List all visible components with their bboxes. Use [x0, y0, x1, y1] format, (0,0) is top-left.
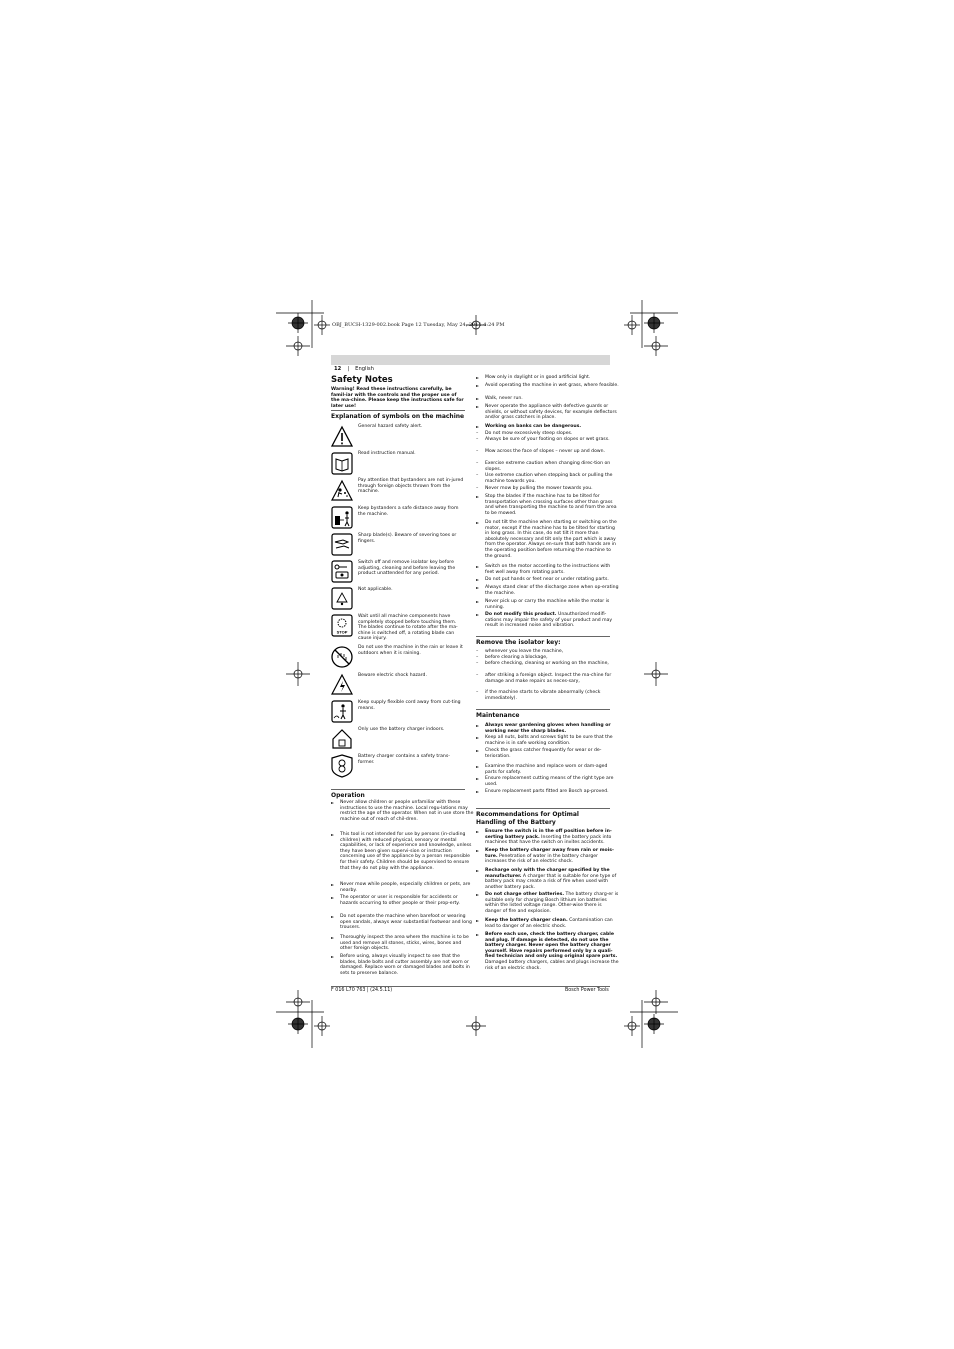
list-item-text: This tool is not intended for use by persons (in-cluding children) with reduced physical, sensory or mental capabilities, or lack of experience and knowledge, unless they have been given supervi-sion or instruction concerning use of the appliance by a person responsible for their safety. Children should be supervised to ensure that they do not play with the appliance. — [340, 832, 472, 871]
bullet-marker: ► — [476, 848, 480, 853]
bullet-marker: ► — [476, 932, 480, 937]
bullet-marker: ► — [476, 494, 480, 499]
list-item-text: Do not tilt the machine when starting or switching on the motor, except if the machine has to be tilted for starting in long grass. In this case, do not tilt it more than absolutely necessary and tilt only the part which is away from the operator. Always en-sure that both hands are in the operating position before returning the machine to the ground. — [485, 520, 617, 559]
bullet-marker: ► — [476, 396, 480, 401]
list-item — [476, 461, 619, 472]
bullet-marker: ► — [476, 404, 480, 409]
safety-transformer-icon — [331, 754, 353, 778]
list-item-text: Examine the machine and replace worn or dam-aged parts for safety. — [485, 764, 608, 775]
list-item — [476, 918, 619, 929]
symbol-description: Keep bystanders a safe distance away from the machine. — [358, 506, 459, 517]
list-item-text: Never pick up or carry the machine while the motor is running. — [485, 599, 610, 610]
list-item — [476, 735, 619, 746]
indoor-charger-icon — [331, 727, 353, 751]
bullet-marker: ► — [476, 918, 480, 923]
bullet-marker: ► — [476, 892, 480, 897]
symbol-description: Pay attention that bystanders are not in-jured through foreign objects thrown from the machine. — [358, 478, 464, 495]
symbol-description: Switch off and remove isolator key before adjusting, cleaning and before leaving the product unattended for any period. — [358, 560, 456, 577]
list-item — [476, 383, 619, 389]
list-item-text: Contamination can lead to danger of an electric shock. — [485, 918, 613, 929]
list-item-bold: Do not charge other batteries. — [485, 892, 565, 897]
list-item-text: Damaged battery chargers, cables and plugs increase the risk of an electric shock. — [485, 959, 619, 971]
symbol-description: Not applicable. — [358, 587, 393, 592]
bullet-marker: – — [476, 486, 479, 491]
list-item — [476, 577, 619, 583]
page-language: English — [355, 366, 374, 372]
bullet-marker: ► — [476, 829, 480, 834]
wait-stop-icon — [331, 614, 353, 638]
list-item-text: Never allow children or people unfamiliar with these instructions to use the machine. Local regu-lations may restrict the age of the operator. When not in use store the machine out of reach of chil-dren. — [340, 800, 474, 822]
list-item — [476, 520, 619, 559]
isolator-key-icon — [331, 560, 353, 584]
divider — [476, 636, 610, 637]
bullet-marker: ► — [476, 748, 480, 753]
divider — [331, 410, 465, 411]
list-item — [476, 486, 619, 492]
bullet-marker: ► — [331, 800, 335, 805]
list-item — [476, 868, 619, 890]
list-item — [476, 673, 619, 684]
list-item — [476, 404, 619, 421]
sharp-blade-icon — [331, 533, 353, 557]
list-item-text: The operator or user is responsible for accidents or hazards occurring to other people or their prop-erty. — [340, 895, 460, 906]
bullet-marker: – — [476, 449, 479, 454]
maintenance-heading: Maintenance — [476, 712, 520, 719]
list-item-bold: Before each use, check the battery charger, cable and plug. If damage is detected, do not use the battery charger. Never open the battery charger yourself. Have repairs performed only by a quali-fied technician and only using original spare parts. — [485, 932, 618, 960]
list-item-bold: Ensure the switch is in the off position before in-serting battery pack. — [485, 829, 612, 840]
list-item: ► Always wear gardening gloves when handling or working near the sharp blades. — [476, 723, 611, 734]
bullet-marker: ► — [476, 735, 480, 740]
list-item — [476, 789, 619, 795]
bullet-marker: – — [476, 673, 479, 678]
list-item-text: before clearing a blockage, — [485, 655, 548, 660]
electric-shock-icon — [331, 673, 353, 697]
bullet-marker: ► — [476, 776, 480, 781]
list-item-text: Mow only in daylight or in good artificial light. — [485, 375, 591, 380]
list-item — [476, 932, 619, 971]
bullet-marker: ► — [476, 564, 480, 569]
bullet-marker: – — [476, 661, 479, 666]
list-item — [331, 935, 474, 952]
list-item — [331, 954, 474, 976]
list-item-text: Stop the blades if the machine has to be tilted for transportation when crossing surfaces other than grass and when transporting the machine to and from the area to be mowed. — [485, 494, 617, 516]
list-item-text: Never mow while people, especially children or pets, are nearby. — [340, 882, 471, 893]
list-item — [476, 690, 619, 701]
list-item — [476, 649, 619, 655]
list-item-text: Switch on the motor according to the instructions with feet well away from rotating parts. — [485, 564, 611, 575]
list-item-text: before checking, cleaning or working on the machine, — [485, 661, 609, 666]
divider — [476, 709, 610, 710]
no-rain-icon — [331, 645, 353, 669]
list-item — [476, 473, 619, 484]
list-item-text: Always be sure of your footing on slopes or wet grass. — [485, 437, 610, 442]
bullet-marker: ► — [476, 383, 480, 388]
list-item — [331, 882, 474, 893]
list-item-text: Exercise extreme caution when changing direc-tion on slopes. — [485, 461, 611, 472]
bullet-marker: ► — [476, 789, 480, 794]
bullet-marker: – — [476, 461, 479, 466]
page-number: 12 — [334, 366, 342, 372]
bullet-marker: – — [476, 655, 479, 660]
list-item — [331, 895, 474, 906]
list-item — [476, 829, 619, 846]
flexible-cord-icon — [331, 700, 353, 724]
list-item — [476, 764, 619, 775]
footer-right: Bosch Power Tools — [565, 988, 609, 993]
list-item — [331, 800, 474, 822]
bullet-marker: ► — [331, 935, 335, 940]
bullet-marker: ► — [476, 375, 480, 380]
operation-heading: Operation — [331, 792, 365, 799]
list-item-bold: Recharge only with the charger specified by the manufacturer. — [485, 868, 610, 879]
list-item-text: Avoid operating the machine in wet grass, where feasible. — [485, 383, 619, 388]
battery-heading: Recommendations for Optimal Handling of the Battery — [476, 811, 579, 826]
bullet-marker: ► — [476, 599, 480, 604]
bullet-marker: ► — [476, 868, 480, 873]
page-bar-separator: | — [347, 366, 350, 372]
hazard-alert-icon — [331, 425, 353, 449]
not-applicable-icon — [331, 587, 353, 611]
list-item: ► Do not modify this product. Unauthorized modifi-cations may impair the safety of your product and may result in increased noise and vibration. — [476, 612, 613, 629]
list-item — [476, 661, 619, 667]
list-item-text: Do not mow excessively steep slopes. — [485, 431, 573, 436]
manual-icon — [331, 452, 353, 476]
symbol-description: General hazard safety alert. — [358, 424, 423, 429]
bullet-marker: ► — [331, 914, 335, 919]
symbol-description: Only use the battery charger indoors. — [358, 727, 445, 732]
list-item-text: Keep all nuts, bolts and screws tight to be sure that the machine is in safe working condition. — [485, 735, 613, 746]
bullet-marker: – — [476, 431, 479, 436]
list-item — [476, 748, 619, 759]
bullet-marker: – — [476, 690, 479, 695]
list-item: ► Working on banks can be dangerous. — [476, 424, 582, 429]
bullet-marker: ► — [476, 764, 480, 769]
bullet-marker: – — [476, 649, 479, 654]
list-item — [476, 655, 619, 661]
list-item — [476, 848, 619, 865]
page-bar — [331, 355, 610, 372]
divider — [331, 789, 465, 790]
warning-text: Warning! Read these instructions carefully, be famil-iar with the controls and the proper use of the ma-chine. Please keep the instructions safe for later use! — [331, 387, 464, 409]
symbol-description: Battery charger contains a safety trans-former. — [358, 754, 450, 765]
page-title: Safety Notes — [331, 375, 393, 385]
list-item-bold: Keep the battery charger clean. — [485, 918, 568, 923]
bullet-marker: ► — [331, 882, 335, 887]
bullet-marker: ► — [476, 585, 480, 590]
bullet-marker: ► — [476, 520, 480, 525]
symbol-description: Beware electric shock hazard. — [358, 673, 427, 678]
footer-left: F 016 L70 763 | (24.5.11) — [331, 988, 393, 993]
symbol-description: Keep supply flexible cord away from cut-ting means. — [358, 700, 461, 711]
list-item — [476, 564, 619, 575]
divider — [476, 808, 610, 809]
list-item-text: The battery charg-er is suitable only for charging Bosch lithium ion batteries within the listed voltage range. Other-wise there is danger of fire and explosion. — [485, 892, 619, 914]
list-item — [476, 892, 619, 914]
symbol-description: Read instruction manual. — [358, 451, 416, 456]
list-item-text: Inserting the battery pack into machines that have the switch on invites accidents. — [485, 834, 612, 846]
thrown-objects-icon — [331, 479, 353, 503]
list-item — [476, 776, 619, 787]
list-item-text: Ensure replacement cutting means of the right type are used. — [485, 776, 614, 787]
list-item-text: after striking a foreign object. Inspect the ma-chine for damage and make repairs as neces-sary, — [485, 673, 612, 684]
list-item — [476, 375, 619, 381]
list-item — [331, 914, 474, 931]
list-item-text: Walk, never run. — [485, 396, 523, 401]
list-item — [476, 494, 619, 516]
list-item-text: A charger that is suitable for one type of battery pack may create a risk of fire when used with another battery pack. — [485, 873, 617, 890]
list-item-text: Never mow by pulling the mower towards you. — [485, 486, 593, 491]
bullet-marker: ► — [476, 577, 480, 582]
list-item-text: Do not operate the machine when barefoot or wearing open sandals, always wear substantial footwear and long trousers. — [340, 914, 472, 931]
bullet-marker: ► — [331, 832, 335, 837]
bullet-marker: ► — [331, 895, 335, 900]
footer-rule — [331, 986, 610, 987]
safe-distance-icon — [331, 506, 353, 530]
symbol-description: Wait until all machine components have completely stopped before touching them. The blades continue to rotate after the ma-chine is switched off, a rotating blade can cause injury. — [358, 614, 458, 642]
print-header: OBJ_BUCH-1329-002.book Page 12 Tuesday, May 24, 2011 4:24 PM — [332, 322, 505, 328]
list-item-text: Do not put hands or feet near or under rotating parts. — [485, 577, 609, 582]
symbol-description: Do not use the machine in the rain or leave it outdoors when it is raining. — [358, 645, 463, 656]
svg-text:STOP: STOP — [336, 629, 348, 635]
symbol-description: Sharp blade(s). Beware of severing toes or fingers. — [358, 533, 457, 544]
list-item-text: whenever you leave the machine, — [485, 649, 564, 654]
isolator-heading: Remove the isolator key: — [476, 639, 561, 646]
list-item — [476, 585, 619, 596]
bullet-marker: – — [476, 473, 479, 478]
symbols-heading: Explanation of symbols on the machine — [331, 413, 465, 420]
list-item — [476, 449, 619, 455]
list-item-bold: Keep the battery charger away from rain or mois-ture. — [485, 848, 614, 859]
list-item — [331, 832, 474, 871]
list-item-text: Before using, always visually inspect to see that the blades, blade bolts and cutter assembly are not worn or damaged. Replace worn or damaged blades and bolts in sets to preserve balance. — [340, 954, 470, 976]
list-item-text: if the machine starts to vibrate abnormally (check immediately). — [485, 690, 601, 701]
list-item-text: Check the grass catcher frequently for wear or de-terioration. — [485, 748, 602, 759]
list-item-text: Penetration of water in the battery charger increases the risk of an electric shock. — [485, 853, 598, 865]
list-item-text: Use extreme caution when stepping back or pulling the machine towards you. — [485, 473, 613, 484]
list-item-text: Ensure replacement parts fitted are Bosch ap-proved. — [485, 789, 609, 794]
list-item — [476, 599, 619, 610]
list-item-text: Always stand clear of the discharge zone when op-erating the machine. — [485, 585, 619, 596]
banks-heading: Working on banks can be dangerous. — [485, 424, 582, 429]
list-item-text: Mow across the face of slopes – never up and down. — [485, 449, 606, 454]
list-item-text: Never operate the appliance with defective guards or shields, or without safety devices, for example deflectors and/or grass catchers in place. — [485, 404, 617, 421]
list-item — [476, 437, 619, 443]
list-item-text: Thoroughly inspect the area where the machine is to be used and remove all stones, sticks, wires, bones and other foreign objects. — [340, 935, 469, 952]
bullet-marker: ► — [331, 954, 335, 959]
list-item — [476, 396, 619, 402]
list-item — [476, 431, 619, 437]
bullet-marker: – — [476, 437, 479, 442]
